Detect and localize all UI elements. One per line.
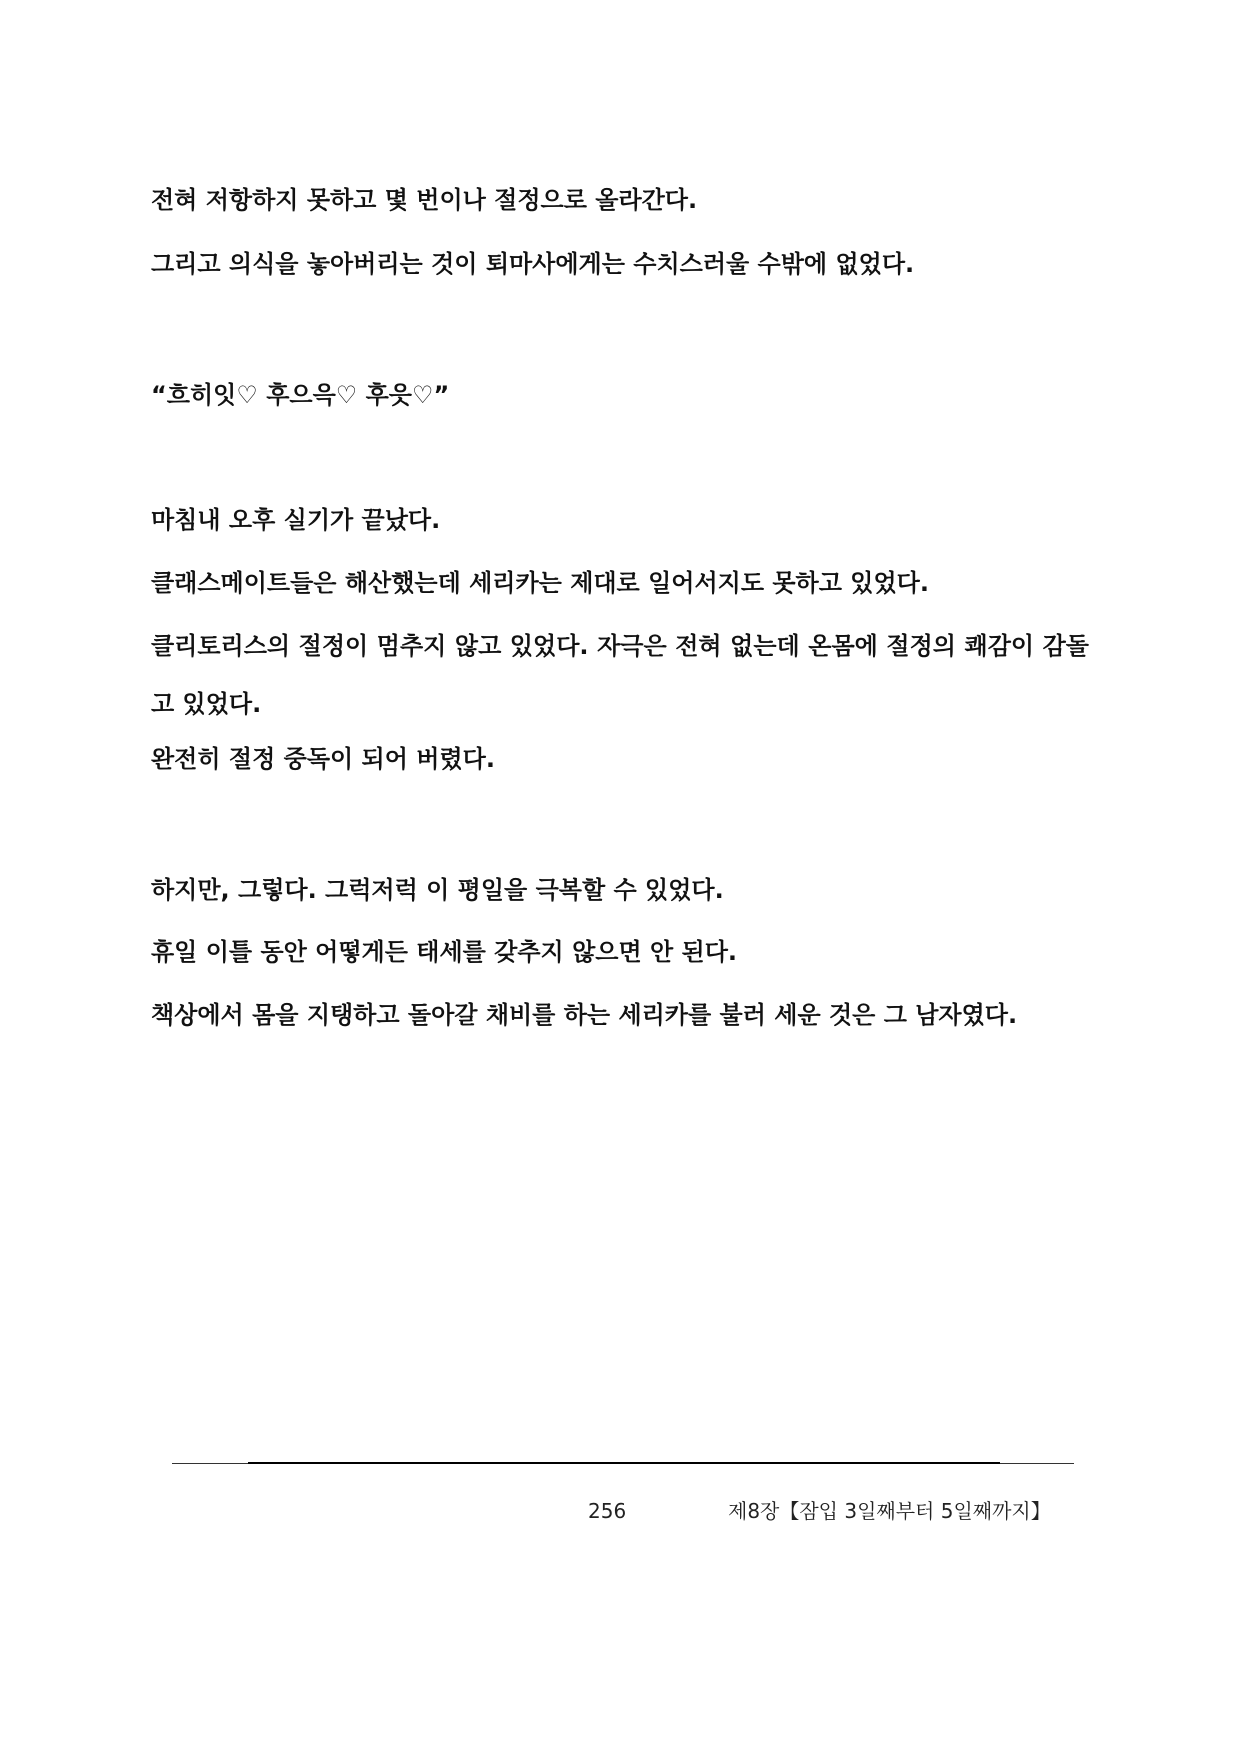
page-number: 256	[588, 1499, 627, 1523]
paragraph: 휴일 이틀 동안 어떻게든 태세를 갖추지 않으면 안 된다.	[151, 938, 738, 966]
dialogue-line: “흐히잇♡ 후으윽♡ 후읏♡”	[151, 381, 450, 409]
paragraph: 그리고 의식을 놓아버리는 것이 퇴마사에게는 수치스러울 수밖에 없었다.	[151, 250, 915, 278]
paragraph: 완전히 절정 중독이 되어 버렸다.	[151, 745, 495, 773]
footer-divider-accent	[248, 1462, 1000, 1464]
chapter-title: 제8장【잠입 3일째부터 5일째까지】	[728, 1499, 1051, 1523]
paragraph: 클리토리스의 절정이 멈추지 않고 있었다. 자극은 전혀 없는데 온몸에 절정의 쾌감이 감돌고 있었다.	[151, 632, 1089, 718]
paragraph: 하지만, 그렇다. 그럭저럭 이 평일을 극복할 수 있었다.	[151, 876, 724, 904]
paragraph: 마침내 오후 실기가 끝났다.	[151, 506, 441, 534]
paragraph: 전혀 저항하지 못하고 몇 번이나 절정으로 올라간다.	[151, 186, 698, 214]
paragraph: 클래스메이트들은 해산했는데 세리카는 제대로 일어서지도 못하고 있었다.	[151, 569, 929, 597]
paragraph: 책상에서 몸을 지탱하고 돌아갈 채비를 하는 세리카를 불러 세운 것은 그 남자였다.	[151, 1001, 1018, 1029]
